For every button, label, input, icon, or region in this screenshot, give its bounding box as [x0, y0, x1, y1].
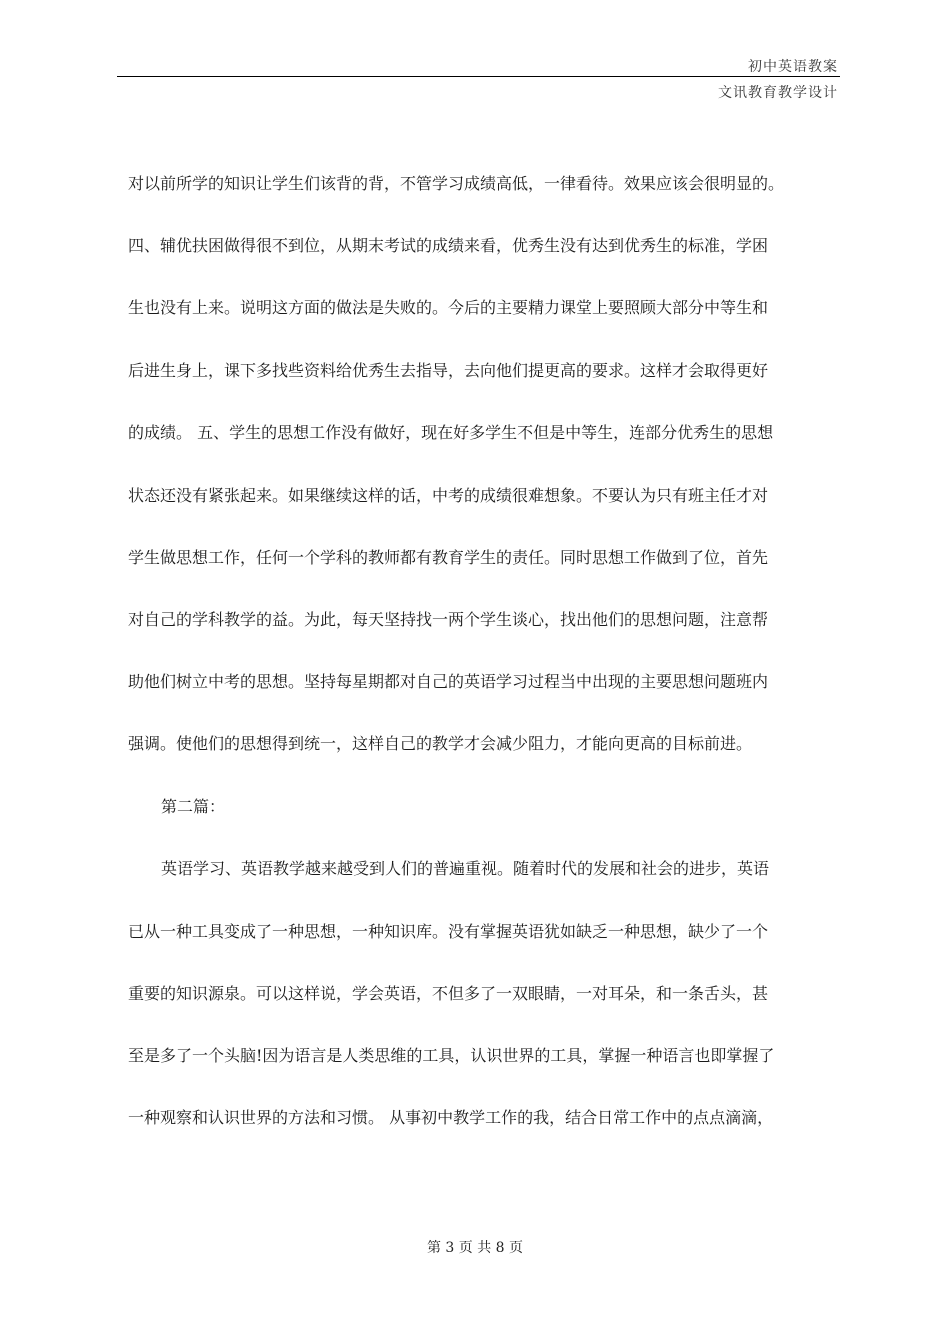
body-line-4: 后进生身上，课下多找些资料给优秀生去指导，去向他们提更高的要求。这样才会取得更好	[128, 361, 769, 380]
body-line-9: 助他们树立中考的思想。坚持每星期都对自己的英语学习过程当中出现的主要思想问题班内	[128, 672, 769, 691]
body-line-15: 至是多了一个头脑!因为语言是人类思维的工具，认识世界的工具，掌握一种语言也即掌握了	[128, 1046, 775, 1065]
section-heading: 第二篇：	[161, 797, 226, 816]
header-divider	[117, 76, 840, 77]
body-line-1: 对以前所学的知识让学生们该背的背，不管学习成绩高低，一律看待。效果应该会很明显的。	[128, 174, 785, 193]
body-line-13: 已从一种工具变成了一种思想，一种知识库。没有掌握英语犹如缺乏一种思想，缺少了一个	[128, 922, 769, 941]
body-line-14: 重要的知识源泉。可以这样说，学会英语，不但多了一双眼睛，一对耳朵，和一条舌头，甚	[128, 984, 769, 1003]
body-line-8: 对自己的学科教学的益。为此，每天坚持找一两个学生谈心，找出他们的思想问题，注意帮	[128, 610, 769, 629]
body-line-5: 的成绩。 五、学生的思想工作没有做好，现在好多学生不但是中等生，连部分优秀生的思想	[128, 423, 774, 442]
document-header-title: 初中英语教案	[748, 59, 838, 75]
body-line-12: 英语学习、英语教学越来越受到人们的普遍重视。随着时代的发展和社会的进步，英语	[161, 859, 770, 878]
body-line-16: 一种观察和认识世界的方法和习惯。 从事初中教学工作的我，结合日常工作中的点点滴滴，	[128, 1108, 774, 1127]
page-number-footer: 第 3 页 共 8 页	[426, 1240, 524, 1256]
body-line-2: 四、辅优扶困做得很不到位，从期末考试的成绩来看，优秀生没有达到优秀生的标准，学困	[128, 236, 769, 255]
body-line-6: 状态还没有紧张起来。如果继续这样的话，中考的成绩很难想象。不要认为只有班主任才对	[128, 486, 769, 505]
body-line-10: 强调。使他们的思想得到统一，这样自己的教学才会减少阻力，才能向更高的目标前进。	[128, 734, 753, 753]
body-line-3: 生也没有上来。说明这方面的做法是失败的。今后的主要精力课堂上要照顾大部分中等生和	[128, 298, 769, 317]
document-header-subtitle: 文讯教育教学设计	[718, 85, 838, 101]
body-line-7: 学生做思想工作，任何一个学科的教师都有教育学生的责任。同时思想工作做到了位，首先	[128, 548, 769, 567]
